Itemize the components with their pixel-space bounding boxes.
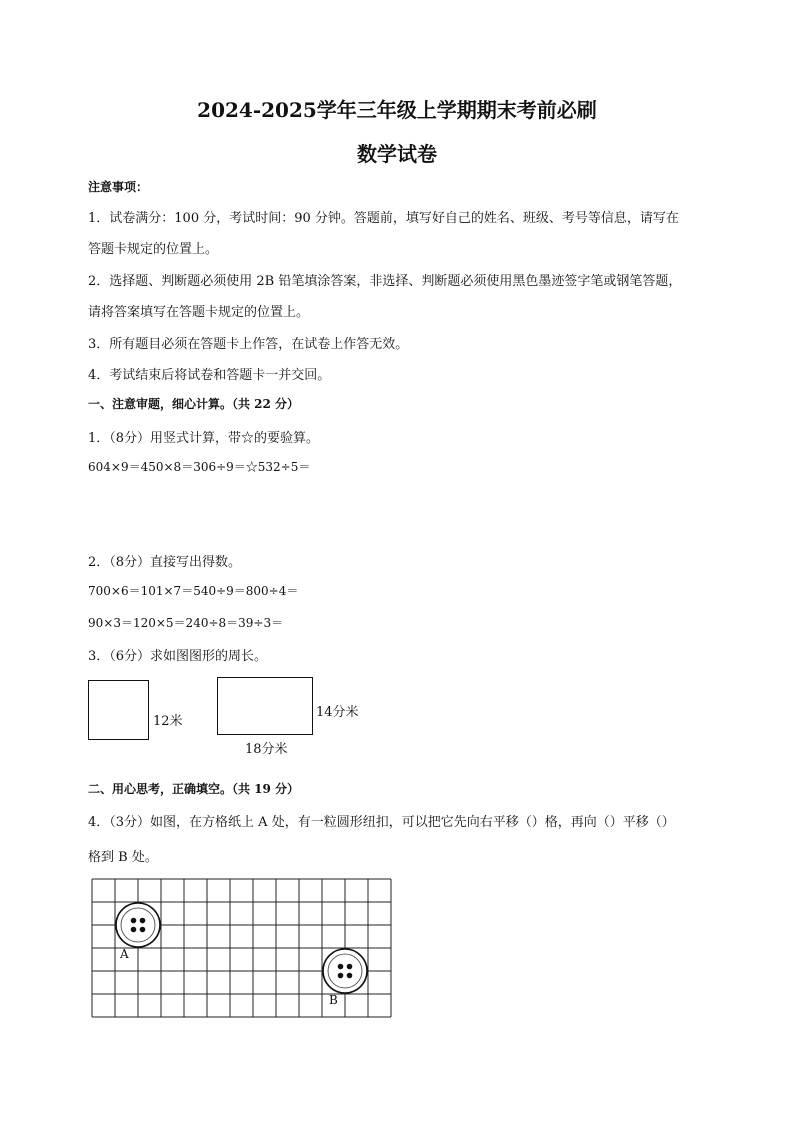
button-b-outline [323,949,367,993]
q1-expressions: 604×9＝450×8＝306÷9＝☆532÷5＝ [88,460,311,474]
q1-stem: 1．（8分）用竖式计算，带☆的要验算。 [88,431,320,446]
button-a-outline [116,903,160,947]
button-b-hole [338,964,344,970]
label-a: A [120,947,129,961]
q4-line-1: 4．（3分）如图，在方格纸上 A 处，有一粒圆形纽扣，可以把它先向右平移（）格，再向（）平移（） [88,815,675,830]
section-1-heading: 一、注意审题，细心计算。（共 22 分） [88,397,300,411]
button-a-hole [131,918,137,924]
q2-row-2: 90×3＝120×5＝240÷8＝39÷3＝ [88,616,284,630]
button-a-hole [140,918,146,924]
label-b: B [329,993,338,1007]
q3-stem: 3．（6分）求如图图形的周长。 [88,649,268,664]
rectangle-width-label: 14分米 [316,705,359,720]
notice-heading: 注意事项： [88,180,149,194]
square-grid [91,878,395,1020]
notice-item-1-line-2: 答题卡规定的位置上。 [88,242,219,257]
notice-item-3: 3．所有题目必须在答题卡上作答，在试卷上作答无效。 [88,337,409,352]
square-side-label: 12米 [153,714,183,729]
button-a-hole [140,927,146,933]
button-a-hole [131,927,137,933]
q2-row-1: 700×6＝101×7＝540÷9＝800÷4＝ [88,584,299,598]
rectangle-length-label: 18分米 [245,742,288,757]
button-b-hole [347,964,353,970]
q4-line-2: 格到 B 处。 [88,850,158,865]
rectangle-figure [217,677,313,735]
page-subtitle: 数学试卷 [357,142,437,166]
button-b-hole [338,973,344,979]
notice-item-2-line-2: 请将答案填写在答题卡规定的位置上。 [88,305,310,320]
section-2-heading: 二、用心思考，正确填空。（共 19 分） [88,782,300,796]
square-figure [88,680,149,740]
page-title: 2024-2025学年三年级上学期期末考前必刷 [197,98,597,122]
notice-item-4: 4．考试结束后将试卷和答题卡一并交回。 [88,368,331,383]
q2-stem: 2．（8分）直接写出得数。 [88,555,242,570]
notice-item-2-line-1: 2．选择题、判断题必须使用 2B 铅笔填涂答案，非选择、判断题必须使用黑色墨迹签字笔或钢笔答题， [88,274,682,289]
button-b-hole [347,973,353,979]
notice-item-1-line-1: 1．试卷满分：100 分，考试时间：90 分钟。答题前，填写好自己的姓名、班级、考号等信息，请写在 [88,211,679,226]
